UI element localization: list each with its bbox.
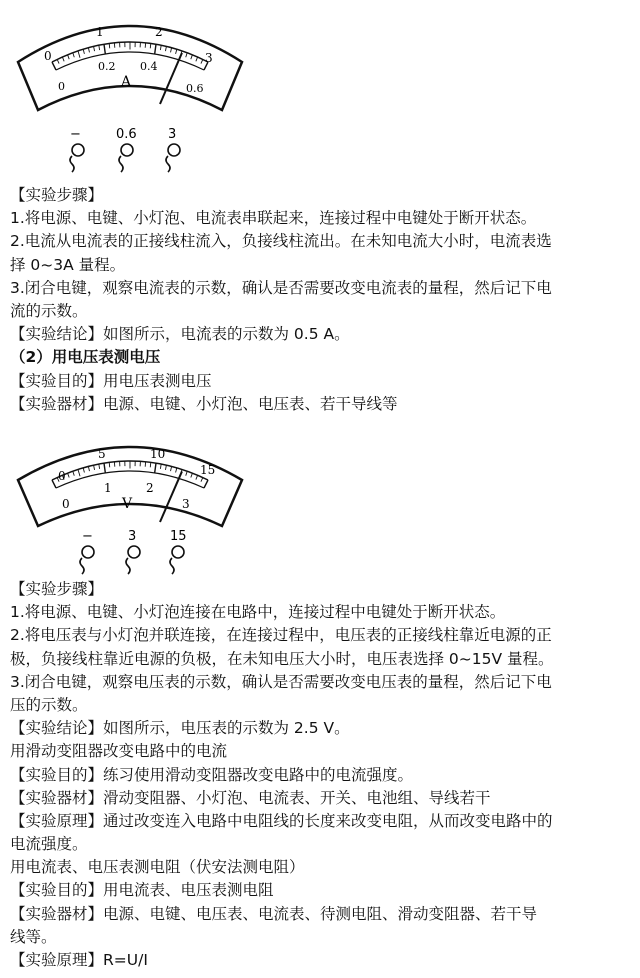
ammeter-top-label-2: 2: [155, 25, 163, 39]
voltmeter-bottom-label-1: 1: [104, 481, 112, 495]
s2-line-12: 用电流表、电压表测电阻（伏安法测电阻）: [10, 858, 305, 877]
voltmeter-terminal-label-neg: −: [82, 529, 93, 544]
s2-line-9: 【实验器材】滑动变阻器、小灯泡、电流表、开关、电池组、导线若干: [10, 788, 491, 807]
scale-tick: [204, 480, 208, 488]
scale-tick: [52, 480, 56, 488]
scale-tick: [196, 57, 198, 61]
voltmeter-needle: [160, 471, 182, 522]
section-1-text: [10, 184, 636, 416]
scale-tick: [186, 471, 187, 475]
scale-tick: [201, 59, 203, 63]
s1-heading-voltmeter: （2）用电压表测电压: [10, 348, 161, 367]
scale-tick: [62, 57, 64, 61]
voltmeter-bottom-label-0: 0: [62, 497, 70, 511]
s1-line-3: 择 0~3A 量程。: [10, 255, 126, 274]
scale-tick: [165, 46, 166, 51]
scale-tick: [176, 468, 177, 473]
voltmeter-top-label-15: 15: [200, 463, 216, 477]
scale-tick: [78, 51, 80, 58]
s1-line-0: 【实验步骤】: [10, 186, 104, 204]
ammeter-unit: A: [121, 74, 132, 90]
scale-tick: [99, 45, 100, 50]
scale-tick: [201, 478, 203, 482]
scale-tick: [160, 464, 161, 469]
ammeter-bottom-label-1: 0.2: [98, 60, 116, 73]
ammeter-dial: [0, 0, 260, 180]
ammeter-terminal-06: [119, 144, 133, 172]
voltmeter-unit: V: [122, 496, 133, 512]
s2-line-2: 2.将电压表与小灯泡并联连接，在连接过程中，电压表的正接线柱靠近电源的正: [10, 626, 552, 645]
s1-line-8: 【实验目的】用电压表测电压: [10, 371, 212, 390]
ammeter-top-label-0: 0: [44, 49, 52, 63]
s2-line-1: 1.将电源、电键、小灯泡连接在电路中，连接过程中电键处于断开状态。: [10, 603, 506, 622]
scale-tick: [52, 62, 56, 70]
scale-tick: [196, 475, 198, 479]
scale-tick: [186, 53, 187, 57]
s1-line-9: 【实验器材】电源、电键、小灯泡、电压表、若干导线等: [10, 394, 398, 413]
s2-line-11: 电流强度。: [10, 835, 88, 854]
s2-line-6: 【实验结论】如图所示，电压表的示数为 2.5 V。: [10, 719, 350, 738]
scale-tick: [73, 471, 74, 475]
scale-tick: [171, 48, 172, 53]
voltmeter-top-label-10: 10: [150, 447, 166, 461]
voltmeter-terminal-label-15: 15: [170, 529, 187, 544]
scale-tick: [83, 49, 84, 54]
scale-tick: [150, 43, 151, 48]
ammeter-terminal-neg: [70, 144, 84, 172]
section-2-text: [10, 578, 636, 972]
scale-tick: [78, 469, 80, 476]
scale-tick: [191, 473, 193, 477]
s2-line-4: 3.闭合电键，观察电压表的示数，确认是否需要改变电压表的量程，然后记下电: [10, 672, 552, 691]
ammeter-top-label-3: 3: [205, 51, 213, 65]
voltmeter-top-label-0: 0: [58, 469, 66, 483]
s1-line-5: 流的示数。: [10, 301, 88, 320]
scale-tick: [104, 463, 105, 473]
s2-line-14: 【实验器材】电源、电键、电压表、电流表、待测电阻、滑动变阻器、若干导: [10, 904, 538, 923]
scale-tick: [109, 462, 110, 467]
scale-tick: [94, 465, 95, 470]
voltmeter-dial: [0, 428, 260, 578]
ammeter-ticks: [52, 42, 208, 70]
scale-tick: [88, 48, 89, 53]
scale-tick: [109, 43, 110, 48]
s1-line-2: 2.电流从电流表的正接线柱流入，负接线柱流出。在未知电流大小时，电流表选: [10, 232, 552, 251]
scale-tick: [99, 464, 100, 469]
scale-tick: [165, 465, 166, 470]
voltmeter-bottom-label-2: 2: [146, 481, 154, 495]
voltmeter-terminal-15: [170, 546, 184, 574]
scale-tick: [160, 45, 161, 50]
scale-tick: [150, 462, 151, 467]
voltmeter-figure: [0, 428, 260, 578]
voltmeter-terminal-label-3: 3: [128, 529, 137, 544]
s2-line-3: 极，负接线柱靠近电源的负极，在未知电压大小时，电压表选择 0~15V 量程。: [10, 649, 554, 668]
s2-line-8: 【实验目的】练习使用滑动变阻器改变电路中的电流强度。: [10, 765, 414, 784]
scale-tick: [73, 53, 74, 57]
scale-tick: [57, 59, 59, 63]
s2-line-13: 【实验目的】用电流表、电压表测电阻: [10, 881, 274, 900]
voltmeter-case: [18, 447, 242, 526]
ammeter-terminal-3: [166, 144, 180, 172]
scale-tick: [88, 466, 89, 471]
s2-line-5: 压的示数。: [10, 695, 88, 714]
ammeter-bottom-label-3: 0.6: [186, 82, 204, 95]
s1-line-6: 【实验结论】如图所示，电流表的示数为 0.5 A。: [10, 325, 350, 344]
ammeter-bottom-label-0: 0: [58, 80, 65, 93]
scale-tick: [68, 55, 70, 59]
scale-tick: [171, 466, 172, 471]
s2-line-0: 【实验步骤】: [10, 580, 104, 598]
ammeter-terminal-label-06: 0.6: [116, 127, 137, 142]
s2-line-10: 【实验原理】通过改变连入电路中电阻线的长度来改变电阻，从而改变电路中的: [10, 811, 553, 830]
ammeter-case: [18, 26, 242, 110]
s2-line-7: 用滑动变阻器改变电路中的电流: [10, 742, 228, 761]
ammeter-terminal-label-3: 3: [168, 127, 177, 142]
s1-line-4: 3.闭合电键，观察电流表的示数，确认是否需要改变电流表的量程，然后记下电: [10, 278, 552, 297]
scale-tick: [68, 473, 70, 477]
scale-tick: [155, 463, 156, 473]
ammeter-top-label-1: 1: [96, 25, 104, 39]
scale-tick: [94, 46, 95, 51]
scale-tick: [104, 44, 105, 54]
ammeter-figure: [0, 0, 260, 180]
s2-line-16: 【实验原理】R=U/I: [10, 951, 148, 969]
voltmeter-bottom-label-3: 3: [182, 497, 190, 511]
ammeter-terminal-label-neg: −: [70, 127, 81, 142]
s1-line-1: 1.将电源、电键、小灯泡、电流表串联起来，连接过程中电键处于断开状态。: [10, 209, 537, 228]
scale-tick: [155, 44, 156, 54]
ammeter-bottom-label-2: 0.4: [140, 60, 158, 73]
ammeter-needle: [160, 53, 182, 104]
voltmeter-terminal-3: [126, 546, 140, 574]
voltmeter-ticks: [52, 461, 208, 488]
voltmeter-top-label-5: 5: [98, 447, 106, 461]
voltmeter-terminal-neg: [80, 546, 94, 574]
scale-tick: [83, 468, 84, 473]
scale-tick: [191, 55, 193, 59]
scale-tick: [176, 49, 177, 54]
s2-line-15: 线等。: [10, 927, 57, 946]
